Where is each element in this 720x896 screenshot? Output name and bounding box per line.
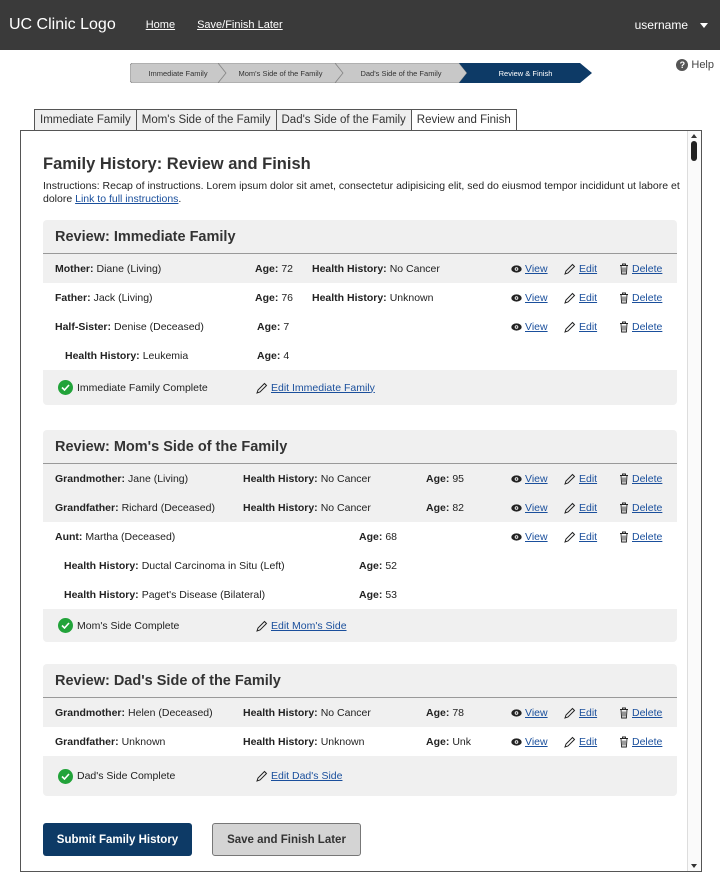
edit-link[interactable]: [564, 493, 597, 522]
member-health-cell: [243, 493, 371, 522]
eye-icon: [511, 709, 522, 717]
member-name-cell: [55, 727, 165, 756]
relation-label: Aunt:: [55, 530, 83, 543]
member-name-cell: [55, 493, 215, 522]
pencil-icon: [564, 531, 576, 543]
save-finish-later-button[interactable]: Save and Finish Later: [212, 823, 361, 856]
submit-family-history-button[interactable]: Submit Family History: [43, 823, 192, 856]
member-age: 53: [385, 588, 398, 601]
age-label: Age:: [359, 588, 383, 601]
view-link[interactable]: [511, 522, 548, 551]
nav-save-finish-later-link[interactable]: Save/Finish Later: [197, 19, 283, 31]
member-row-half-sister: [43, 312, 677, 341]
view-label: View: [525, 291, 548, 304]
eye-icon: [511, 294, 522, 302]
age-label: Age:: [255, 262, 279, 275]
member-health-cell: [64, 580, 265, 609]
edit-label: Edit: [579, 501, 598, 514]
section-footer: [43, 370, 677, 405]
delete-label: Delete: [632, 501, 663, 514]
member-name: Jack (Living): [93, 291, 153, 304]
member-age: Unk: [452, 735, 472, 748]
edit-link[interactable]: [564, 254, 597, 283]
edit-immediate-family-link[interactable]: [256, 370, 375, 405]
tab-moms-side[interactable]: Mom's Side of the Family: [136, 109, 276, 131]
member-age: 82: [452, 501, 465, 514]
view-link[interactable]: [511, 698, 548, 727]
health-history-label: Health History:: [243, 706, 318, 719]
member-row-father: [43, 283, 677, 312]
health-history-value: Leukemia: [142, 349, 189, 362]
pencil-icon: [256, 620, 268, 632]
relation-label: Half-Sister:: [55, 320, 112, 333]
member-health-row: [43, 580, 677, 609]
edit-link[interactable]: [564, 727, 597, 756]
health-history-label: Health History:: [64, 588, 139, 601]
health-history-label: Health History:: [312, 291, 387, 304]
step-label: Mom's Side of the Family: [238, 68, 323, 78]
delete-link[interactable]: [619, 727, 662, 756]
health-history-value: Ductal Carcinoma in Situ (Left): [141, 559, 285, 572]
health-history-label: Health History:: [243, 472, 318, 485]
member-name-cell: [55, 283, 153, 312]
delete-link[interactable]: [619, 464, 662, 493]
pencil-icon: [564, 292, 576, 304]
view-label: View: [525, 735, 548, 748]
trash-icon: [619, 292, 629, 304]
step-moms-side[interactable]: [218, 63, 343, 83]
edit-label: Edit: [579, 320, 598, 333]
age-label: Age:: [257, 349, 281, 362]
tab-immediate-family[interactable]: Immediate Family: [34, 109, 136, 131]
delete-label: Delete: [632, 706, 663, 719]
question-icon: ?: [676, 59, 688, 71]
member-name-cell: [55, 254, 161, 283]
relation-label: Grandmother:: [55, 706, 126, 719]
section-tabs: [34, 109, 517, 131]
scroll-thumb[interactable]: [691, 141, 697, 161]
health-history-label: Health History:: [243, 501, 318, 514]
health-history-label: Health History:: [65, 349, 140, 362]
member-row-grandfather: [43, 493, 677, 522]
member-health-cell: [243, 464, 371, 493]
step-review-finish[interactable]: [459, 63, 592, 83]
member-name-cell: [55, 522, 175, 551]
member-health-row: [43, 551, 677, 580]
member-age-cell: [426, 698, 464, 727]
section-footer: [43, 609, 677, 642]
member-health-cell: [243, 698, 371, 727]
pencil-icon: [256, 770, 268, 782]
member-age-cell: [257, 341, 289, 370]
trash-icon: [619, 707, 629, 719]
review-panel: [20, 130, 702, 872]
member-health-row: [43, 341, 677, 370]
card-title: Review: Immediate Family: [43, 220, 677, 254]
view-link[interactable]: [511, 312, 548, 341]
member-name-cell: [55, 698, 213, 727]
health-history-label: Health History:: [312, 262, 387, 275]
eye-icon: [511, 323, 522, 331]
complete-label: Mom's Side Complete: [77, 619, 180, 632]
view-label: View: [525, 320, 548, 333]
edit-label: Edit: [579, 262, 598, 275]
pencil-icon: [256, 382, 268, 394]
member-health-cell: [312, 283, 433, 312]
relation-label: Grandmother:: [55, 472, 126, 485]
delete-label: Delete: [632, 262, 663, 275]
age-label: Age:: [426, 706, 450, 719]
instructions-body: Instructions: Recap of instructions. Lorem ipsum dolor sit amet, consectetur adipisicing elit, sed do eiusmod tempor incididunt ut labore et dolore: [43, 180, 680, 205]
edit-label: Edit: [579, 472, 598, 485]
pencil-icon: [564, 736, 576, 748]
member-age: 95: [452, 472, 465, 485]
member-health-cell: [65, 341, 188, 370]
member-health-cell: [243, 727, 364, 756]
view-link[interactable]: [511, 254, 548, 283]
nav-home-link[interactable]: Home: [145, 19, 176, 31]
health-history-value: No Cancer: [389, 262, 440, 275]
delete-link[interactable]: [619, 698, 662, 727]
vertical-scrollbar[interactable]: [687, 131, 701, 871]
member-name: Unknown: [121, 735, 166, 748]
pencil-icon: [564, 321, 576, 333]
check-circle-icon: [58, 380, 73, 395]
help-link[interactable]: [676, 59, 714, 71]
edit-link[interactable]: [564, 283, 597, 312]
edit-label: Edit: [579, 735, 598, 748]
eye-icon: [511, 504, 522, 512]
relation-label: Grandfather:: [55, 735, 119, 748]
trash-icon: [619, 321, 629, 333]
age-label: Age:: [359, 559, 383, 572]
review-immediate-family-card: [43, 220, 677, 405]
member-row-grandmother: [43, 698, 677, 727]
view-label: View: [525, 262, 548, 275]
trash-icon: [619, 502, 629, 514]
relation-label: Father:: [55, 291, 91, 304]
member-name-cell: [55, 312, 204, 341]
progress-stepper: [130, 63, 592, 83]
age-label: Age:: [257, 320, 281, 333]
view-link[interactable]: [511, 283, 548, 312]
view-label: View: [525, 706, 548, 719]
edit-moms-side-link[interactable]: [256, 609, 347, 642]
top-bar: [0, 0, 720, 50]
tab-review-finish[interactable]: Review and Finish: [411, 109, 517, 131]
help-label: Help: [691, 59, 714, 71]
pencil-icon: [564, 707, 576, 719]
trash-icon: [619, 473, 629, 485]
relation-label: Grandfather:: [55, 501, 119, 514]
member-health-cell: [312, 254, 440, 283]
delete-link[interactable]: [619, 254, 662, 283]
edit-link[interactable]: [564, 464, 597, 493]
edit-dads-side-link[interactable]: [256, 756, 342, 796]
page-title: Family History: Review and Finish: [43, 155, 311, 173]
username-label: username: [634, 18, 688, 32]
step-label: Review & Finish: [498, 68, 553, 78]
health-history-label: Health History:: [64, 559, 139, 572]
step-immediate-family[interactable]: [130, 63, 226, 83]
member-age: 52: [385, 559, 398, 572]
health-history-value: No Cancer: [320, 501, 371, 514]
age-label: Age:: [255, 291, 279, 304]
health-history-value: Unknown: [389, 291, 434, 304]
eye-icon: [511, 265, 522, 273]
trash-icon: [619, 263, 629, 275]
delete-link[interactable]: [619, 522, 662, 551]
member-age: 68: [385, 530, 398, 543]
trash-icon: [619, 736, 629, 748]
edit-label: Edit: [579, 530, 598, 543]
view-label: View: [525, 472, 548, 485]
member-age: 72: [281, 262, 294, 275]
health-history-value: Unknown: [320, 735, 365, 748]
member-health-cell: [64, 551, 285, 580]
member-age: 7: [283, 320, 290, 333]
step-label: Dad's Side of the Family: [360, 68, 442, 78]
member-age-cell: [359, 551, 397, 580]
complete-status: [58, 756, 175, 796]
view-link[interactable]: [511, 464, 548, 493]
complete-label: Immediate Family Complete: [77, 381, 208, 394]
member-age: 4: [283, 349, 290, 362]
delete-label: Delete: [632, 735, 663, 748]
view-label: View: [525, 530, 548, 543]
member-age-cell: [426, 727, 471, 756]
age-label: Age:: [426, 472, 450, 485]
health-history-value: No Cancer: [320, 706, 371, 719]
delete-link[interactable]: [619, 283, 662, 312]
chevron-down-icon: [700, 23, 708, 28]
age-label: Age:: [426, 501, 450, 514]
card-title: Review: Mom's Side of the Family: [43, 430, 677, 464]
edit-section-label: Edit Immediate Family: [271, 381, 375, 394]
edit-section-label: Edit Mom's Side: [271, 619, 347, 632]
full-instructions-link[interactable]: Link to full instructions: [75, 193, 179, 205]
age-label: Age:: [359, 530, 383, 543]
delete-label: Delete: [632, 320, 663, 333]
age-label: Age:: [426, 735, 450, 748]
health-history-label: Health History:: [243, 735, 318, 748]
pencil-icon: [564, 473, 576, 485]
delete-link[interactable]: [619, 493, 662, 522]
clinic-logo: UC Clinic Logo: [9, 16, 116, 33]
member-row-aunt: [43, 522, 677, 551]
scroll-up-icon[interactable]: [691, 134, 697, 138]
eye-icon: [511, 475, 522, 483]
step-label: Immediate Family: [148, 68, 208, 78]
member-age-cell: [426, 464, 464, 493]
delete-label: Delete: [632, 472, 663, 485]
member-age-cell: [359, 580, 397, 609]
member-name: Helen (Deceased): [128, 706, 213, 719]
tab-dads-side[interactable]: Dad's Side of the Family: [276, 109, 411, 131]
instructions-end: .: [178, 193, 182, 205]
edit-section-label: Edit Dad's Side: [271, 770, 343, 782]
check-circle-icon: [58, 618, 73, 633]
member-age-cell: [426, 493, 464, 522]
complete-status: [58, 609, 179, 642]
review-moms-side-card: [43, 430, 677, 642]
eye-icon: [511, 738, 522, 746]
member-age-cell: [255, 283, 293, 312]
trash-icon: [619, 531, 629, 543]
member-name: Martha (Deceased): [85, 530, 176, 543]
edit-link[interactable]: [564, 522, 597, 551]
edit-label: Edit: [579, 291, 598, 304]
member-row-grandfather: [43, 727, 677, 756]
member-age: 76: [281, 291, 294, 304]
relation-label: Mother:: [55, 262, 94, 275]
member-name: Richard (Deceased): [121, 501, 215, 514]
view-label: View: [525, 501, 548, 514]
member-name-cell: [55, 464, 188, 493]
review-dads-side-card: [43, 664, 677, 796]
health-history-value: No Cancer: [320, 472, 371, 485]
member-age-cell: [359, 522, 397, 551]
member-name: Denise (Deceased): [114, 320, 204, 333]
member-row-mother: [43, 254, 677, 283]
delete-link[interactable]: [619, 312, 662, 341]
delete-label: Delete: [632, 291, 663, 304]
delete-label: Delete: [632, 530, 663, 543]
edit-link[interactable]: [564, 698, 597, 727]
pencil-icon: [564, 502, 576, 514]
view-link[interactable]: [511, 727, 548, 756]
section-footer: [43, 756, 677, 796]
member-age-cell: [257, 312, 289, 341]
member-age-cell: [255, 254, 293, 283]
member-age: 78: [452, 706, 465, 719]
member-name: Diane (Living): [96, 262, 162, 275]
check-circle-icon: [58, 769, 73, 784]
member-name: Jane (Living): [128, 472, 189, 485]
user-menu[interactable]: [635, 0, 708, 50]
complete-status: [58, 370, 208, 405]
eye-icon: [511, 533, 522, 541]
complete-label: Dad's Side Complete: [77, 770, 176, 782]
edit-link[interactable]: [564, 312, 597, 341]
member-row-grandmother: [43, 464, 677, 493]
pencil-icon: [564, 263, 576, 275]
edit-label: Edit: [579, 706, 598, 719]
instructions-text: [43, 180, 683, 206]
card-title: Review: Dad's Side of the Family: [43, 664, 677, 698]
scroll-down-icon[interactable]: [691, 864, 697, 868]
view-link[interactable]: [511, 493, 548, 522]
health-history-value: Paget's Disease (Bilateral): [141, 588, 266, 601]
step-dads-side[interactable]: [335, 63, 467, 83]
